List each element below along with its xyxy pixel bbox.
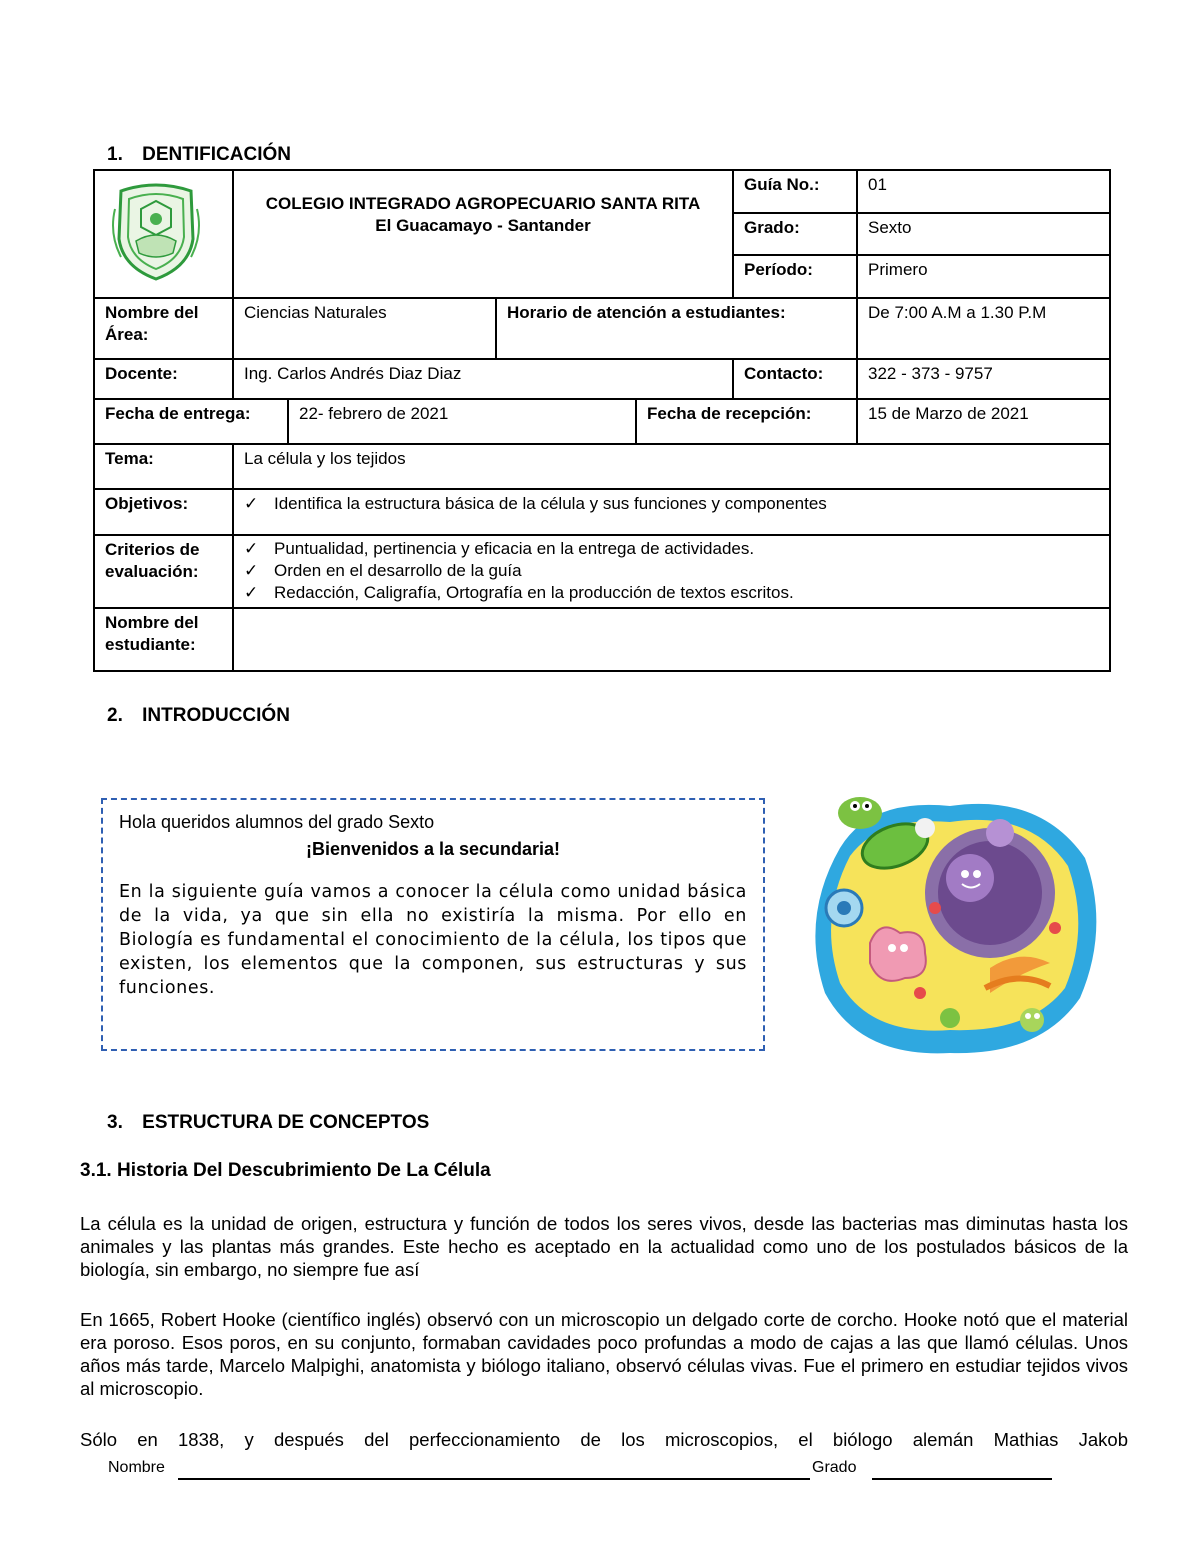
periodo-label: Período: (733, 255, 857, 298)
recepcion-label: Fecha de recepción: (636, 399, 857, 444)
section-number: 2. (107, 705, 123, 726)
periodo-value: Primero (857, 255, 1110, 298)
section-3-heading (107, 1112, 429, 1134)
check-icon: ✓ (244, 583, 259, 602)
school-location: El Guacamayo - Santander (375, 216, 591, 235)
check-icon: ✓ (244, 494, 259, 513)
criterio-text: Puntualidad, pertinencia y eficacia en la entrega de actividades. (274, 539, 755, 558)
contacto-label: Contacto: (733, 359, 857, 399)
estudiante-input[interactable] (233, 608, 1110, 671)
subsection-heading: 3.1. Historia Del Descubrimiento De La Célula (80, 1160, 491, 1181)
objetivo-text: Identifica la estructura básica de la célula y sus funciones y componentes (274, 494, 827, 513)
area-label: Nombre del Área: (94, 298, 233, 359)
criterio-item (244, 582, 1099, 604)
paragraph-1: La célula es la unidad de origen, estructura y función de todos los seres vivos, desde las bacterias mas diminutas hasta los animales y las plantas más grandes. Este hecho es aceptado en la actualidad como uno de los postulados básicos de la biología, sin embargo, no siempre fue así (80, 1213, 1128, 1280)
school-logo-cell (94, 170, 233, 298)
footer-grado-line[interactable] (872, 1460, 1052, 1480)
criterio-item (244, 560, 1099, 582)
school-name: COLEGIO INTEGRADO AGROPECUARIO SANTA RITA (265, 194, 701, 213)
section-title: ESTRUCTURA DE CONCEPTOS (142, 1112, 430, 1133)
section-number: 3. (107, 1112, 123, 1133)
intro-greeting: Hola queridos alumnos del grado Sexto (119, 812, 435, 832)
grado-label: Grado: (733, 213, 857, 256)
intro-body: En la siguiente guía vamos a conocer la célula como unidad básica de la vida, ya que sin ella no existiría la misma. Por ello en Biología es fundamental el conocimiento de la célula, los tipos que existen, los elementos que la componen, sus estructuras y sus funciones. (119, 882, 747, 998)
entrega-label: Fecha de entrega: (94, 399, 288, 444)
intro-box (101, 798, 765, 1051)
docente-label: Docente: (94, 359, 233, 399)
footer-nombre-line[interactable] (178, 1460, 810, 1480)
docente-value: Ing. Carlos Andrés Diaz Diaz (233, 359, 733, 399)
check-icon: ✓ (244, 561, 259, 580)
identification-table (93, 169, 1111, 672)
guia-value: 01 (857, 170, 1110, 213)
tema-value: La célula y los tejidos (233, 444, 1110, 489)
criterio-text: Orden en el desarrollo de la guía (274, 561, 522, 580)
footer-grado-label: Grado (812, 1459, 857, 1476)
tema-label: Tema: (94, 444, 233, 489)
criterios-label: Criterios de evaluación: (94, 535, 233, 608)
criterio-item (244, 538, 1099, 560)
recepcion-value: 15 de Marzo de 2021 (857, 399, 1110, 444)
section-1-heading (107, 144, 291, 166)
section-2-heading (107, 705, 290, 727)
grado-value: Sexto (857, 213, 1110, 256)
horario-label: Horario de atención a estudiantes: (496, 298, 857, 359)
intro-welcome: ¡Bienvenidos a la secundaria! (305, 839, 561, 859)
entrega-value: 22- febrero de 2021 (288, 399, 636, 444)
area-value: Ciencias Naturales (233, 298, 496, 359)
check-icon: ✓ (244, 539, 259, 558)
paragraph-3: Sólo en 1838, y después del perfeccionamiento de los microscopios, el biólogo alemán Mathias Jakob (80, 1429, 1128, 1450)
footer-nombre-label: Nombre (108, 1459, 165, 1476)
school-title-cell (233, 170, 733, 298)
paragraph-2: En 1665, Robert Hooke (científico inglés) observó con un microscopio un delgado corte de corcho. Hooke notó que el material era poroso. Esos poros, en su conjunto, formaban cavidades poco profundas a modo de cajas a las que llamó células. Unos años más tarde, Marcelo Malpighi, anatomista y biólogo italiano, observó células vivas. Fue el primero en estudiar tejidos vivos al microscopio. (80, 1309, 1128, 1399)
guia-label: Guía No.: (733, 170, 857, 213)
objetivos-cell (233, 489, 1110, 535)
section-title: DENTIFICACIÓN (142, 144, 291, 165)
estudiante-label: Nombre del estudiante: (94, 608, 233, 671)
contacto-value: 322 - 373 - 9757 (857, 359, 1110, 399)
criterios-cell (233, 535, 1110, 608)
animal-cell-illustration (800, 788, 1110, 1063)
section-title: INTRODUCCIÓN (142, 705, 290, 726)
horario-value: De 7:00 A.M a 1.30 P.M (857, 298, 1110, 359)
objetivos-label: Objetivos: (94, 489, 233, 535)
section-number: 1. (107, 144, 123, 165)
school-crest-icon (101, 179, 211, 283)
criterio-text: Redacción, Caligrafía, Ortografía en la producción de textos escritos. (274, 583, 794, 602)
